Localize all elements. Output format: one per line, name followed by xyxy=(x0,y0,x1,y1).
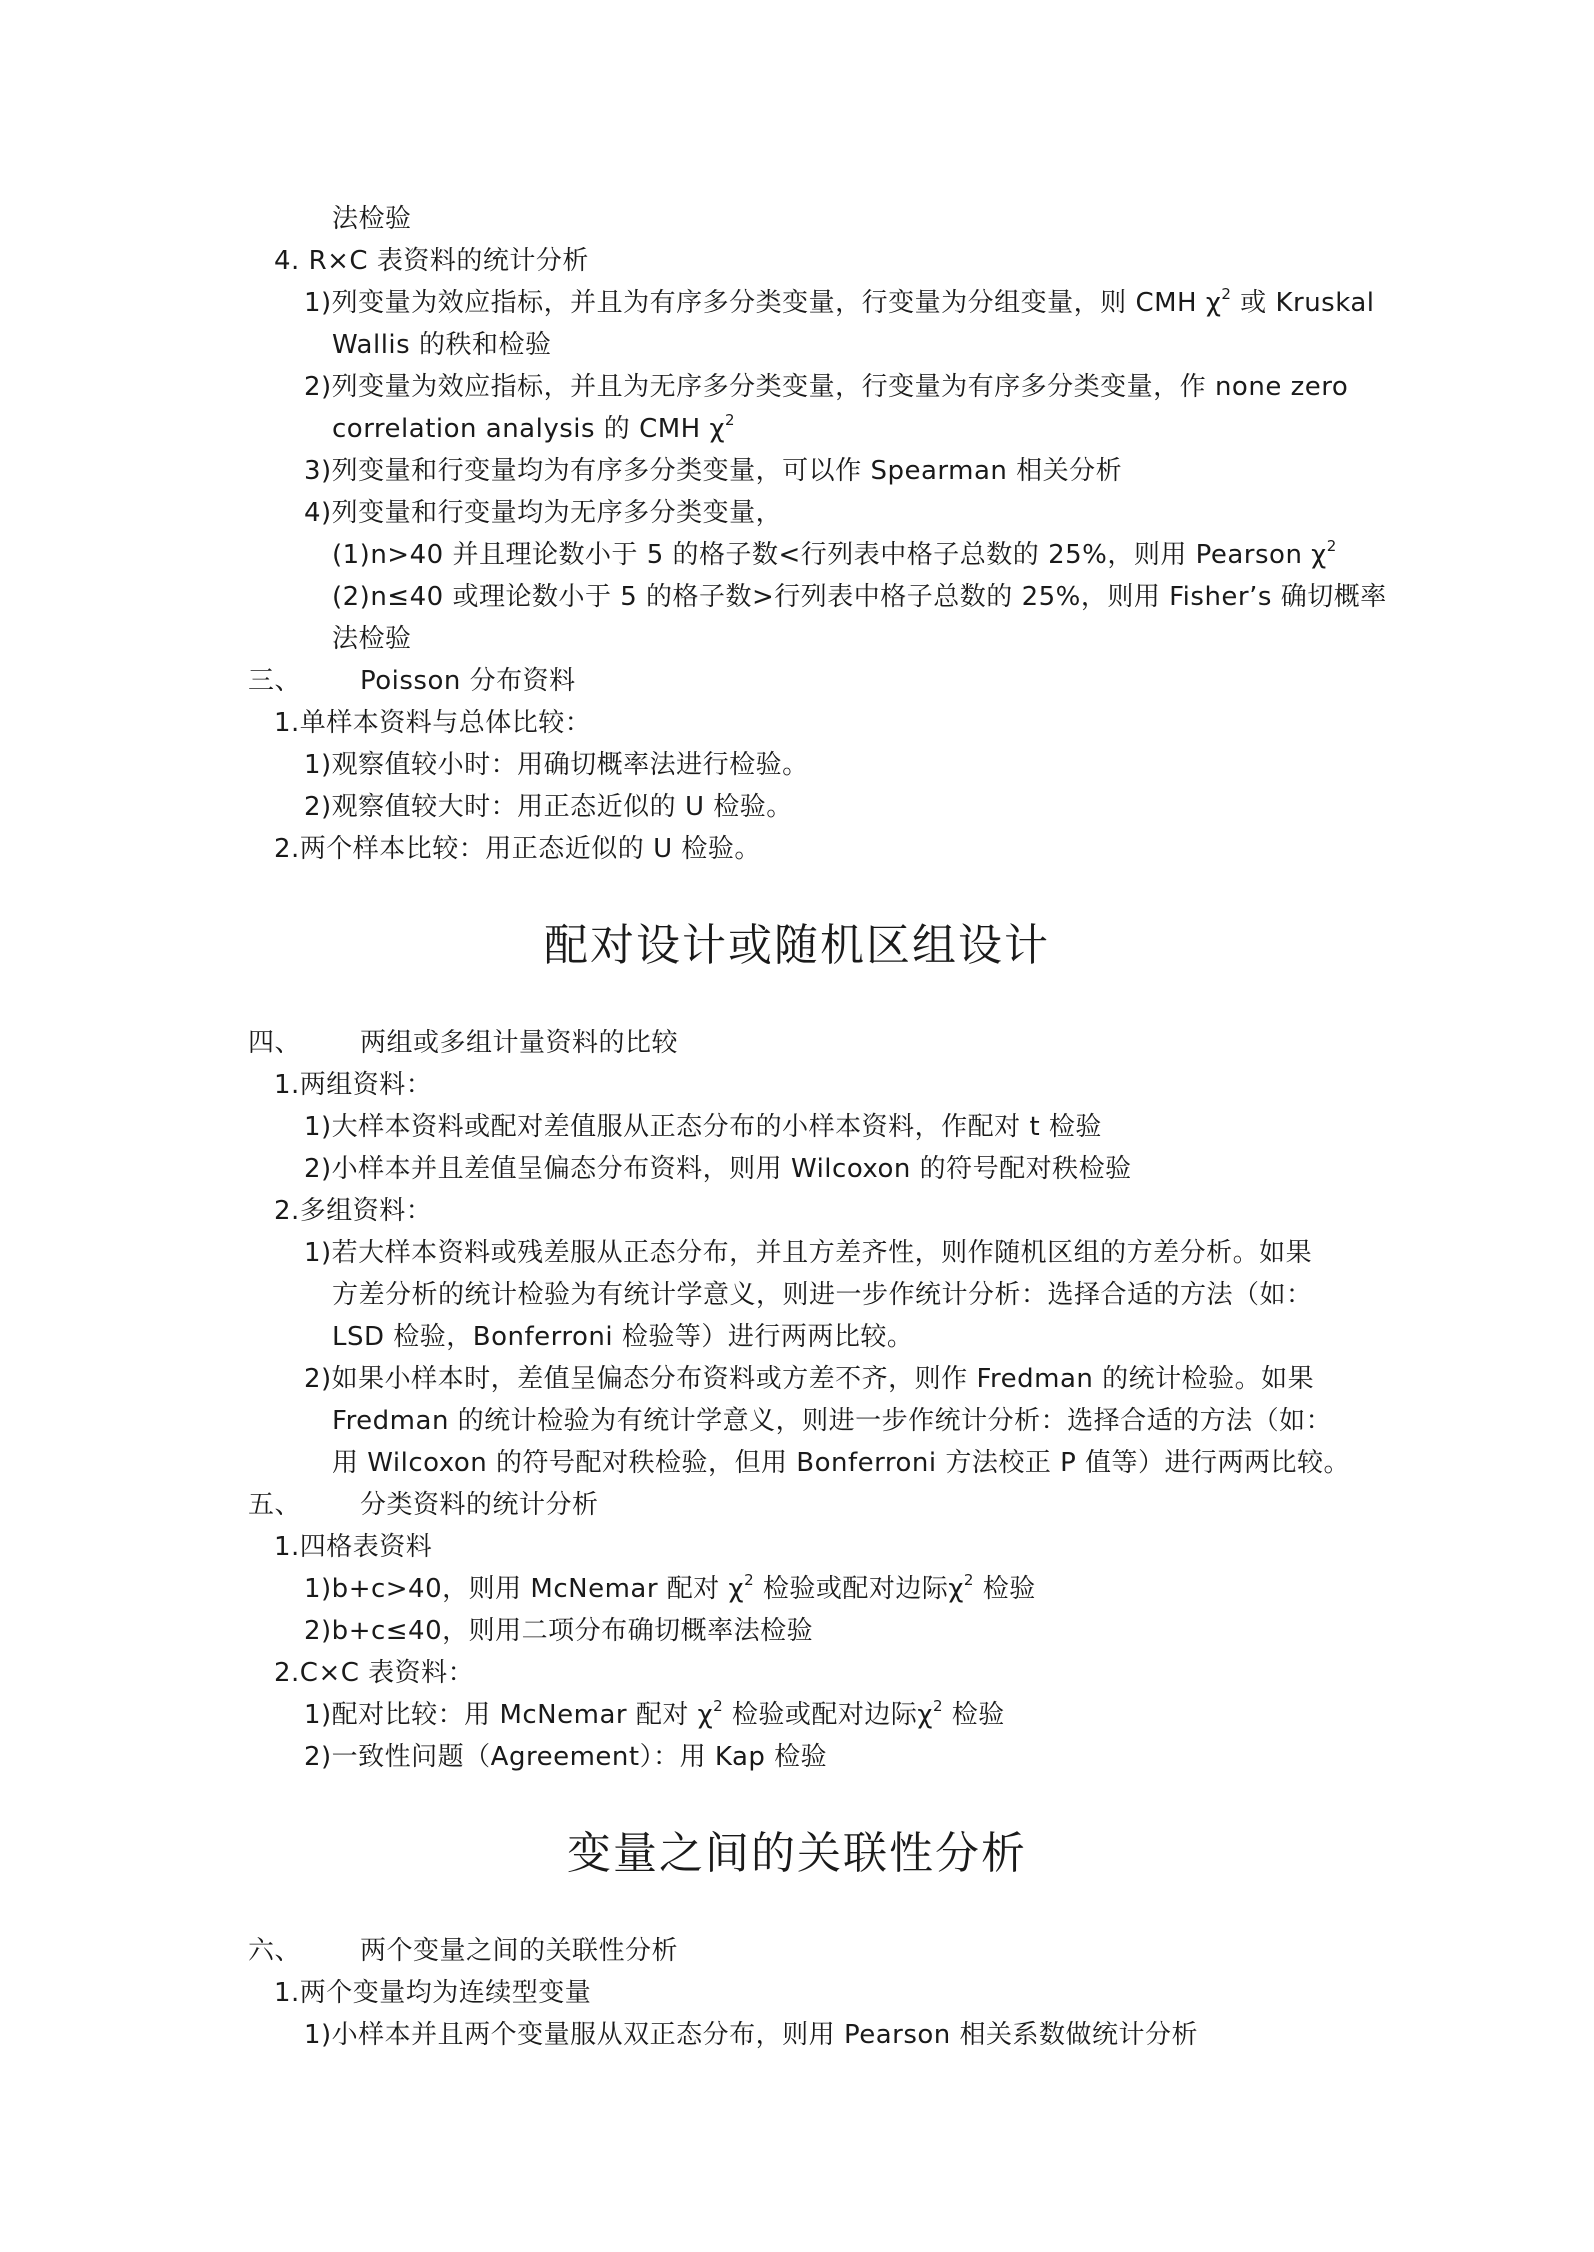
section-heading: 五、 分类资料的统计分析 xyxy=(248,1490,599,1520)
subsection-heading: 4. R×C 表资料的统计分析 xyxy=(274,246,589,276)
text-line: 方差分析的统计检验为有统计学意义，则进一步作统计分析：选择合适的方法（如： xyxy=(332,1280,1313,1310)
subsection-heading: 2.多组资料： xyxy=(274,1196,433,1226)
subsection-heading: 1.四格表资料 xyxy=(274,1532,433,1562)
text-line: 2)一致性问题（Agreement）：用 Kap 检验 xyxy=(304,1742,828,1772)
text-line: (1)n>40 并且理论数小于 5 的格子数<行列表中格子总数的 25%，则用 Pearson $\chi^2$ xyxy=(332,537,1337,570)
text-line: correlation analysis 的 CMH $\chi^2$ xyxy=(332,411,736,444)
subsection-heading: 1.两个变量均为连续型变量 xyxy=(274,1978,592,2008)
subsection-heading: 1.单样本资料与总体比较： xyxy=(274,708,592,738)
text-line: 1)b+c>40，则用 McNemar 配对 $\chi^2$ 检验或配对边际$\chi^2$ 检验 xyxy=(304,1571,1036,1604)
text-line: 用 Wilcoxon 的符号配对秩检验，但用 Bonferroni 方法校正 P 值等）进行两两比较。 xyxy=(332,1448,1351,1478)
section-heading: 六、 两个变量之间的关联性分析 xyxy=(248,1936,679,1966)
chapter-heading: 配对设计或随机区组设计 xyxy=(544,920,1050,971)
text-line: 2)如果小样本时，差值呈偏态分布资料或方差不齐，则作 Fredman 的统计检验。如果 xyxy=(304,1364,1315,1394)
text-line: (2)n≤40 或理论数小于 5 的格子数>行列表中格子总数的 25%，则用 Fisher’s 确切概率 xyxy=(332,582,1387,612)
text-line: 2)列变量为效应指标，并且为无序多分类变量，行变量为有序多分类变量，作 none zero xyxy=(304,372,1349,402)
text-line: 1)配对比较：用 McNemar 配对 $\chi^2$ 检验或配对边际$\chi^2$ 检验 xyxy=(304,1697,1005,1730)
text-line: 2)观察值较大时：用正态近似的 U 检验。 xyxy=(304,792,793,822)
text-line: 1)列变量为效应指标，并且为有序多分类变量，行变量为分组变量，则 CMH $\chi^2$ 或 Kruskal xyxy=(304,285,1375,318)
text-line: 1)观察值较小时：用确切概率法进行检验。 xyxy=(304,750,809,780)
text-line: 1)大样本资料或配对差值服从正态分布的小样本资料，作配对 t 检验 xyxy=(304,1112,1102,1142)
text-line: LSD 检验，Bonferroni 检验等）进行两两比较。 xyxy=(332,1322,914,1352)
text-line: 法检验 xyxy=(332,624,412,654)
chapter-heading: 变量之间的关联性分析 xyxy=(567,1828,1027,1879)
text-line: Wallis 的秩和检验 xyxy=(332,330,552,360)
text-line: Fredman 的统计检验为有统计学意义，则进一步作统计分析：选择合适的方法（如： xyxy=(332,1406,1333,1436)
section-heading: 三、 Poisson 分布资料 xyxy=(248,666,576,696)
subsection-heading: 2.两个样本比较：用正态近似的 U 检验。 xyxy=(274,834,761,864)
text-line: 1)若大样本资料或残差服从正态分布，并且方差齐性，则作随机区组的方差分析。如果 xyxy=(304,1238,1313,1268)
subsection-heading: 1.两组资料： xyxy=(274,1070,433,1100)
subsection-heading: 2.C×C 表资料： xyxy=(274,1658,475,1688)
text-line: 法检验 xyxy=(332,204,412,234)
section-heading: 四、 两组或多组计量资料的比较 xyxy=(248,1028,679,1058)
text-line: 4)列变量和行变量均为无序多分类变量， xyxy=(304,498,783,528)
text-line: 2)小样本并且差值呈偏态分布资料，则用 Wilcoxon 的符号配对秩检验 xyxy=(304,1154,1132,1184)
text-line: 1)小样本并且两个变量服从双正态分布，则用 Pearson 相关系数做统计分析 xyxy=(304,2020,1199,2050)
text-line: 2)b+c≤40，则用二项分布确切概率法检验 xyxy=(304,1616,814,1646)
text-line: 3)列变量和行变量均为有序多分类变量，可以作 Spearman 相关分析 xyxy=(304,456,1123,486)
